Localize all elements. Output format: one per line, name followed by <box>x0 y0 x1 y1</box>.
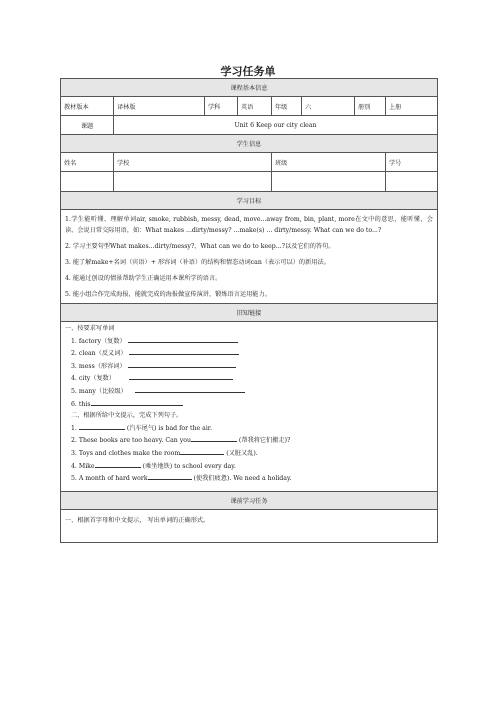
topic-value: Unit 6 Keep our city clean <box>114 116 438 135</box>
answer-blank[interactable] <box>91 398 183 406</box>
review-part2-title: 二、根据所给中文提示，完成下列句子。 <box>71 412 183 420</box>
topic-label: 课题 <box>61 116 114 135</box>
answer-blank[interactable] <box>128 335 238 343</box>
objective-item: 1.学生能听懂、理解单词air, smoke, rubbish, messy, dead, move...away from, bin, plant, more在文中的意思，能听懂、会读、会说日常交际用语，如：What makes ...dirty/messy? ...make(s) ... dirty/messy. What can we do to...? <box>65 216 433 234</box>
objective-item: 4. 能通过创设的情景帮助学生正确运用本课所学的语言。 <box>65 275 222 282</box>
preclass-task <box>61 509 438 542</box>
school-label: 学校 <box>114 153 272 172</box>
name-label: 姓名 <box>61 153 114 172</box>
review-heading: 旧知链接 <box>61 304 438 322</box>
answer-blank[interactable] <box>129 372 233 380</box>
word-exercise-item <box>65 398 433 411</box>
term-value: 上册 <box>386 97 438 116</box>
word-exercise-item <box>65 372 433 385</box>
name-field[interactable] <box>61 172 114 192</box>
objectives-list <box>61 210 438 304</box>
answer-blank[interactable] <box>79 422 125 430</box>
word-prompt: 5. many（比较级） <box>71 387 127 395</box>
answer-blank[interactable] <box>148 472 192 480</box>
class-label: 班级 <box>272 153 386 172</box>
answer-blank[interactable] <box>191 434 237 442</box>
sentence-exercise-item: 4. Mike (乘坐地铁) to school every day. <box>65 460 433 473</box>
objective-item: 5. 能小组合作完成海报，能就完成的海报做宣传演讲，锻炼语言运用能力。 <box>65 291 271 298</box>
answer-blank[interactable] <box>129 347 239 355</box>
student-id-label: 学号 <box>386 153 438 172</box>
word-prompt: 4. city（复数） <box>71 375 116 383</box>
answer-blank[interactable] <box>180 447 224 455</box>
answer-blank[interactable] <box>135 385 245 393</box>
word-exercise-item <box>65 360 433 373</box>
basic-info-heading: 课程基本信息 <box>61 79 438 97</box>
word-exercise-item <box>65 335 433 348</box>
sentence-exercise-item: 5. A month of hard work (使我们疲惫). We need a holiday. <box>65 472 433 485</box>
sentence-exercise-item: 1. (汽车尾气) is bad for the air. <box>65 422 433 435</box>
sentence-exercise-item: 3. Toys and clothes make the room (又脏又乱). <box>65 447 433 460</box>
class-field[interactable] <box>272 172 386 192</box>
review-part1-title: 一、按要求写单词 <box>65 325 115 332</box>
answer-blank[interactable] <box>95 460 141 468</box>
student-id-field[interactable] <box>386 172 438 192</box>
student-info-heading: 学生信息 <box>61 135 438 153</box>
textbook-value: 译林版 <box>114 97 205 116</box>
sentence-exercise-item: 2. These books are too heavy. Can you (帮我将它们搬走)? <box>65 434 433 447</box>
subject-label: 学科 <box>205 97 238 116</box>
word-prompt: 6. this <box>71 400 91 408</box>
page-title: 学习任务单 <box>220 65 276 78</box>
preclass-part1-title: 一、根据首字母和中文提示， 写出单词的正确形式。 <box>65 516 210 524</box>
word-prompt: 1. factory（复数） <box>71 337 126 345</box>
task-sheet-table <box>60 78 437 543</box>
subject-value: 英语 <box>238 97 272 116</box>
word-exercise-item <box>65 347 433 360</box>
answer-blank[interactable] <box>128 360 236 368</box>
preclass-heading: 课前学习任务 <box>61 491 438 509</box>
grade-value: 六 <box>302 97 355 116</box>
objective-item: 3. 能了解make+名词（宾语）+ 形容词（补语）的结构和情态动词can（表示可以）的新用法。 <box>65 259 330 266</box>
term-label: 册别 <box>355 97 386 116</box>
review-exercises <box>61 322 438 492</box>
word-prompt: 3. mess（形容词） <box>71 362 126 370</box>
objectives-heading: 学习目标 <box>61 192 438 210</box>
word-exercise-item <box>65 385 433 398</box>
grade-label: 年级 <box>272 97 302 116</box>
word-prompt: 2. clean（反义词） <box>71 350 127 358</box>
school-field[interactable] <box>114 172 272 192</box>
objective-item: 2. 学习主要句型What makes...dirty/messy?、What can we do to keep...?以及它们的答句。 <box>65 243 335 250</box>
textbook-label: 教材版本 <box>61 97 114 116</box>
